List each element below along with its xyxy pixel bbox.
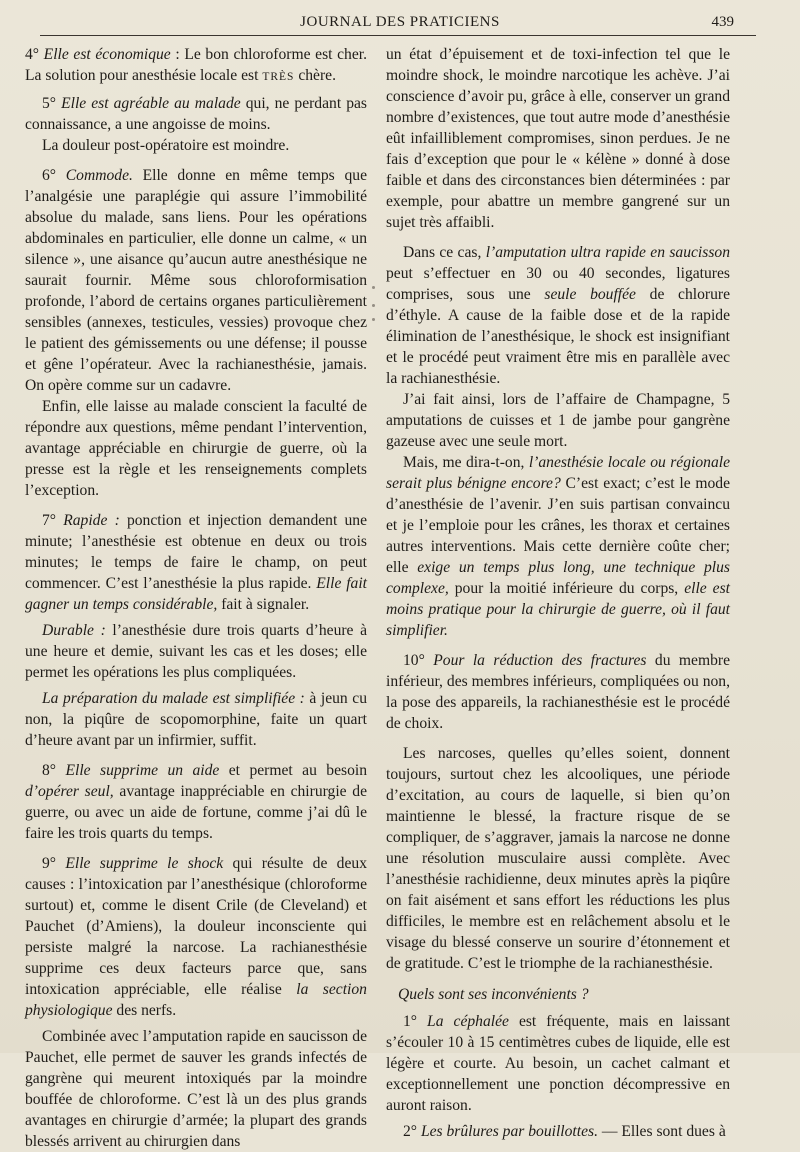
- text-run: — Elles sont dues à: [597, 1123, 726, 1140]
- paragraph: [25, 1026, 367, 1152]
- paragraph: [25, 853, 367, 1021]
- small-caps-text: TRÈS: [262, 71, 295, 83]
- text-run: C’est exact; c’est le mode d’anesthésie de l’avenir. J’en suis partisan convaincu et je l’emploie pour les crânes, les thorax et certaines autres interventions. Mais cette dernière coûte cher; elle: [386, 475, 731, 576]
- paragraph: [386, 650, 730, 734]
- italic-text: exige un temps plus long, une technique plus complexe,: [386, 559, 730, 597]
- text-run: chère.: [294, 67, 336, 84]
- paragraph: [25, 165, 367, 396]
- paragraph: [25, 510, 367, 615]
- text-run: de chlorure d’éthyle. A cause de la faible dose et de la rapide élimination de l’anesthésique, le shock est insignifiant et le procédé peut vraiment être mis en parallèle avec la rachianesthésie.: [386, 286, 730, 387]
- text-run: ponction et injection demandent une minute; l’anesthésie est obtenue en deux ou trois minutes; le temps de faire le champ, on peut commencer. C’est l’anesthésie la plus rapide.: [25, 512, 367, 592]
- text-run: avantage inappréciable en chirurgie de guerre, ou avec un aide de fortune, comme j’ai dû le faire les trois quarts du temps.: [25, 783, 367, 842]
- italic-text: Rapide :: [63, 512, 120, 529]
- paragraph: [386, 44, 730, 233]
- text-run: à jeun cu non, la piqûre de scopomorphine, faite un quart d’heure avant par un infirmier, suffit.: [25, 690, 367, 749]
- italic-text: Elle fait gagner un temps considérable,: [25, 575, 367, 613]
- left-column: [25, 44, 367, 1152]
- running-header: [30, 8, 770, 34]
- text-run: qui résulte de deux causes : l’intoxication par l’anesthésique (chloroforme surtout) et, comme le disent Crile (de Cleveland) et Pauchet (d’Amiens), la douleur inconsciente qui persiste malgré la narcose. La rachianesthésie supprime ces deux facteurs parce que, sans intoxication appréciable, elle réalise: [25, 855, 367, 998]
- right-column: [386, 44, 730, 1142]
- text-run: Dans ce cas,: [403, 244, 486, 261]
- text-run: et permet au besoin: [219, 762, 368, 779]
- italic-text: d’opérer seul,: [25, 783, 114, 800]
- paragraph: [25, 760, 367, 844]
- text-run: 8°: [42, 762, 66, 779]
- italic-text: Elle est économique: [43, 46, 171, 63]
- paragraph: [386, 452, 730, 641]
- text-run: Enfin, elle laisse au malade conscient la faculté de répondre aux questions, même pendant l’intervention, avantage appréciable en chirurgie de guerre, où la presse est la règle et les renseignements complets l’exception.: [25, 398, 367, 499]
- paragraph: [25, 135, 367, 156]
- text-run: 9°: [42, 855, 66, 872]
- text-run: Les narcoses, quelles qu’elles soient, donnent toujours, surtout chez les alcooliques, une période d’excitation, au cours de laquelle, si bien qu’on maintienne le blessé, la fracture risque de se compliquer, de s’aggraver, jamais la narcose ne donne une résolution musculaire aussi complète. Avec l’anesthésie rachidienne, deux minutes après la piqûre on fait aisément et sans effort les réductions les plus difficiles, le membre est en relâchement absolu et le visage du blessé conserve un sourire d’étonnement et de gratitude. C’est le triomphe de la rachianesthésie.: [386, 745, 730, 972]
- italic-text: Pour la réduction des fractures: [433, 652, 647, 669]
- paragraph: [25, 44, 367, 88]
- text-run: peut s’effectuer en 30 ou 40 secondes, ligatures comprises, sous une: [386, 265, 730, 303]
- text-run: J’ai fait ainsi, lors de l’affaire de Champagne, 5 amputations de cuisses et 1 de jambe pour gangrène gazeuse avec une seule mort.: [386, 391, 730, 450]
- italic-text: Les brûlures par bouillottes.: [420, 1123, 598, 1140]
- text-run: : Le bon chloroforme est cher. La solution pour anesthésie locale est: [25, 46, 367, 84]
- text-run: 5°: [42, 95, 62, 112]
- text-run: 10°: [403, 652, 434, 669]
- paragraph: [386, 389, 730, 452]
- journal-title: JOURNAL DES PRATICIENS: [300, 14, 500, 30]
- paragraph: [386, 1121, 730, 1142]
- italic-text: elle est moins pratique pour la chirurgie de guerre, où il faut simplifier.: [386, 580, 730, 639]
- text-run: Mais, me dira-t-on,: [403, 454, 529, 471]
- paragraph: [25, 396, 367, 501]
- italic-text: la section physiologique: [25, 981, 367, 1019]
- text-run: du membre inférieur, des membres inférieurs, compliquées ou non, la pose des appareils, la rachianesthésie est le procédé de choix.: [386, 652, 730, 732]
- text-run: pour la moitié inférieure du corps,: [448, 580, 685, 597]
- italic-text: Quels sont ses inconvénients ?: [398, 986, 589, 1003]
- italic-text: La céphalée: [427, 1013, 509, 1030]
- italic-text: Elle est agréable au malade: [61, 95, 241, 112]
- paragraph: [386, 743, 730, 974]
- margin-speck: [372, 286, 375, 289]
- italic-text: Elle supprime un aide: [65, 762, 220, 779]
- margin-speck: [372, 304, 375, 307]
- text-run: qui, ne perdant pas connaissance, a une angoisse de moins.: [25, 95, 367, 133]
- italic-text: Commode.: [65, 167, 133, 184]
- text-run: l’anesthésie dure trois quarts d’heure à une heure et demie, suivant les cas et les doses; elle permet les opérations les plus compliquées.: [25, 622, 367, 681]
- italic-text: seule bouffée: [544, 286, 636, 303]
- text-run: 1°: [403, 1013, 428, 1030]
- header-rule: [40, 35, 756, 36]
- text-run: 4°: [25, 46, 44, 63]
- paragraph: [386, 242, 730, 389]
- text-run: 2°: [403, 1123, 421, 1140]
- paragraph: [386, 1011, 730, 1116]
- italic-text: l’anesthésie locale ou régionale serait plus bénigne encore?: [386, 454, 730, 492]
- text-run: des nerfs.: [112, 1002, 177, 1019]
- paragraph: [25, 688, 367, 751]
- paragraph: [386, 984, 730, 1005]
- italic-text: Durable :: [42, 622, 106, 639]
- paragraph: [25, 93, 367, 135]
- text-run: un état d’épuisement et de toxi-infection tel que le moindre shock, le moindre narcotique les achève. J’ai conscience d’avoir pu, grâce à elle, conserver un grand nombre d’existences, que tout autre mode d’anesthésie eût infailliblement compromises, sinon perdues. Je ne fais d’exception que pour le « kélène » donné à dose faible et dans des circonstances bien déterminées : par exemple, pour abattre un membre gangrené sur un sujet très affaibli.: [386, 46, 730, 231]
- page-number: 439: [711, 14, 734, 30]
- paragraph: [25, 620, 367, 683]
- text-run: fait à signaler.: [217, 596, 310, 613]
- text-run: Elle donne en même temps que l’analgésie une paraplégie qui assure l’immobilité absolue du malade, sans liens. Pour les opérations abdominales en particulier, elle donne un calme, « un silence », une aisance qu’aucun autre anesthésique ne saurait fournir. Même sous chloroformisation profonde, l’abord de certains organes particulièrement sensibles (annexes, testicules, vessies) provoque chez le patient des gémissements ou une défense; il pousse et gêne l’opérateur. Avec la rachianesthésie, jamais. On opère comme sur un cadavre.: [25, 167, 367, 394]
- italic-text: Elle supprime le shock: [65, 855, 224, 872]
- margin-speck: [372, 318, 375, 321]
- text-run: 6°: [42, 167, 66, 184]
- italic-text: l’amputation ultra rapide en saucisson: [485, 244, 730, 261]
- italic-text: La préparation du malade est simplifiée :: [42, 690, 305, 707]
- text-run: 7°: [42, 512, 64, 529]
- text-run: Combinée avec l’amputation rapide en saucisson de Pauchet, elle permet de sauver les grands infectés de gangrène qui meurent intoxiqués par la moindre bouffée de chloroforme. C’est là un des plus grands avantages en chirurgie d’armée; la plupart des grands blessés arrivent au chirurgien dans: [25, 1028, 367, 1150]
- text-run: est fréquente, mais en laissant s’écouler 10 à 15 centimètres cubes de liquide, elle est légère et courte. Au besoin, un cachet calmant et exceptionnellement une ponction décompressive en auront raison.: [386, 1013, 731, 1114]
- text-run: La douleur post-opératoire est moindre.: [42, 137, 290, 154]
